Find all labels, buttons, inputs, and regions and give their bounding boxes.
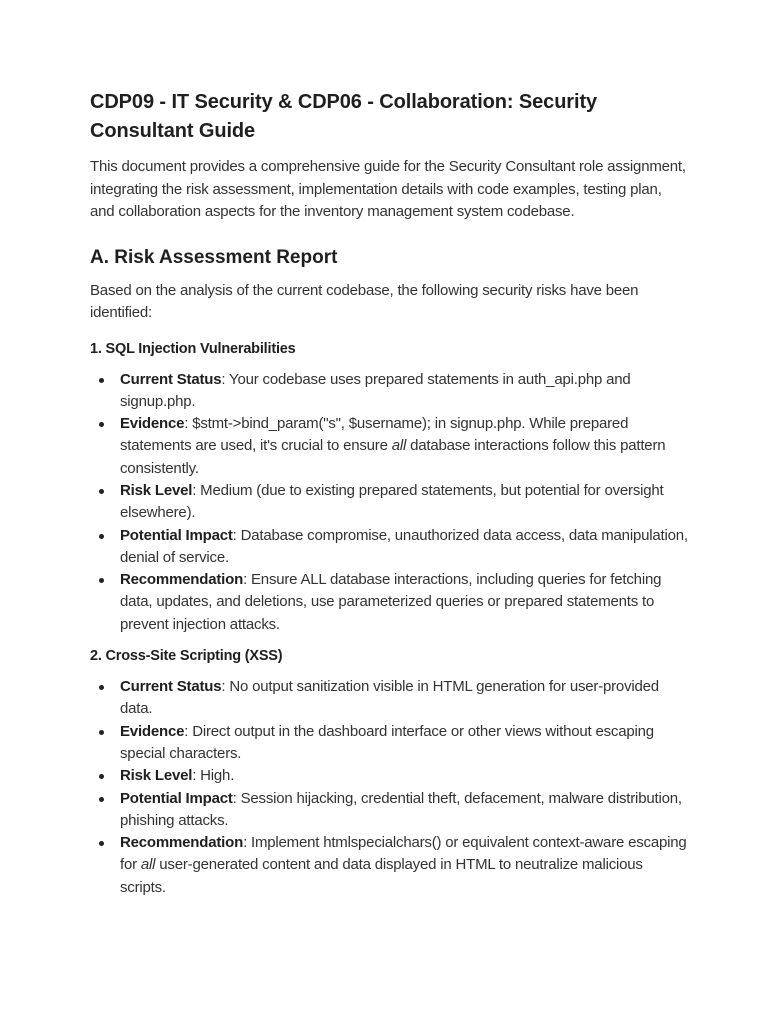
list-item: [90, 832, 690, 899]
list-item: [90, 480, 690, 525]
item-text: : Direct output in the dashboard interface or other views without escaping special characters.: [120, 722, 654, 762]
bullet-icon: [99, 774, 104, 779]
document-title: CDP09 - IT Security & CDP06 - Collaboration: Security Consultant Guide: [90, 91, 598, 142]
section-heading-risk-assessment: A. Risk Assessment Report: [90, 246, 338, 268]
item-text: : Implement htmlspecialchars() or equivalent context-aware escaping for: [120, 834, 687, 874]
item-text: : $stmt->bind_param("s", $username); in signup.php. While prepared statements are used, it's crucial to ensure: [120, 415, 629, 455]
intro-paragraph: This document provides a comprehensive guide for the Security Consultant role assignment, integrating the risk assessment, implementation details with code examples, testing plan, and collaboration aspects for the inventory management system codebase.: [90, 158, 686, 220]
bullet-icon: [99, 841, 104, 846]
item-text: : Session hijacking, credential theft, defacement, malware distribution, phishing attacks.: [120, 789, 682, 829]
item-label: Evidence: [120, 415, 185, 433]
risk-heading-xss: 2. Cross-Site Scripting (XSS): [90, 648, 283, 665]
item-text: : Medium (due to existing prepared statements, but potential for oversight elsewhere).: [120, 481, 664, 522]
item-text: : Ensure ALL database interactions, including queries for fetching data, updates, and deletions, use parameterized queries or prepared statements to prevent injection attacks.: [120, 571, 662, 633]
item-label: Recommendation: [120, 571, 244, 589]
item-label: Risk Level: [120, 767, 193, 785]
item-emphasis: all: [391, 437, 407, 455]
list-item: [90, 525, 690, 570]
bullet-icon: [99, 685, 104, 690]
item-emphasis: all: [140, 856, 156, 874]
item-text: : High.: [192, 767, 235, 785]
bullet-icon: [99, 378, 104, 383]
item-text-after: user-generated content and data displayed in HTML to neutralize malicious scripts.: [120, 856, 643, 896]
item-text: : Your codebase uses prepared statements in auth_api.php and signup.php.: [120, 370, 631, 410]
list-item: [90, 413, 690, 480]
item-label: Evidence: [120, 722, 185, 740]
risk-list-sql-injection: [90, 369, 690, 637]
bullet-icon: [99, 534, 104, 539]
document-page: [90, 88, 690, 909]
list-item: [90, 721, 690, 766]
risk-list-xss: [90, 676, 690, 899]
item-text-after: database interactions follow this pattern consistently.: [120, 437, 666, 477]
bullet-icon: [99, 578, 104, 583]
item-text: : No output sanitization visible in HTML generation for user-provided data.: [120, 678, 659, 718]
item-text: : Database compromise, unauthorized data access, data manipulation, denial of service.: [120, 526, 688, 566]
section-lead-paragraph: Based on the analysis of the current codebase, the following security risks have been identified:: [90, 281, 639, 321]
list-item: [90, 676, 690, 721]
item-label: Current Status: [120, 370, 222, 388]
list-item: [90, 765, 690, 787]
item-label: Current Status: [120, 678, 222, 696]
risk-heading-sql-injection: 1. SQL Injection Vulnerabilities: [90, 340, 296, 357]
item-label: Potential Impact: [120, 789, 233, 807]
item-label: Risk Level: [120, 481, 193, 499]
bullet-icon: [99, 489, 104, 494]
list-item: [90, 788, 690, 833]
item-label: Recommendation: [120, 834, 244, 852]
list-item: [90, 369, 690, 414]
bullet-icon: [99, 730, 104, 735]
item-label: Potential Impact: [120, 526, 233, 544]
bullet-icon: [99, 797, 104, 802]
list-item: [90, 569, 690, 636]
bullet-icon: [99, 422, 104, 427]
